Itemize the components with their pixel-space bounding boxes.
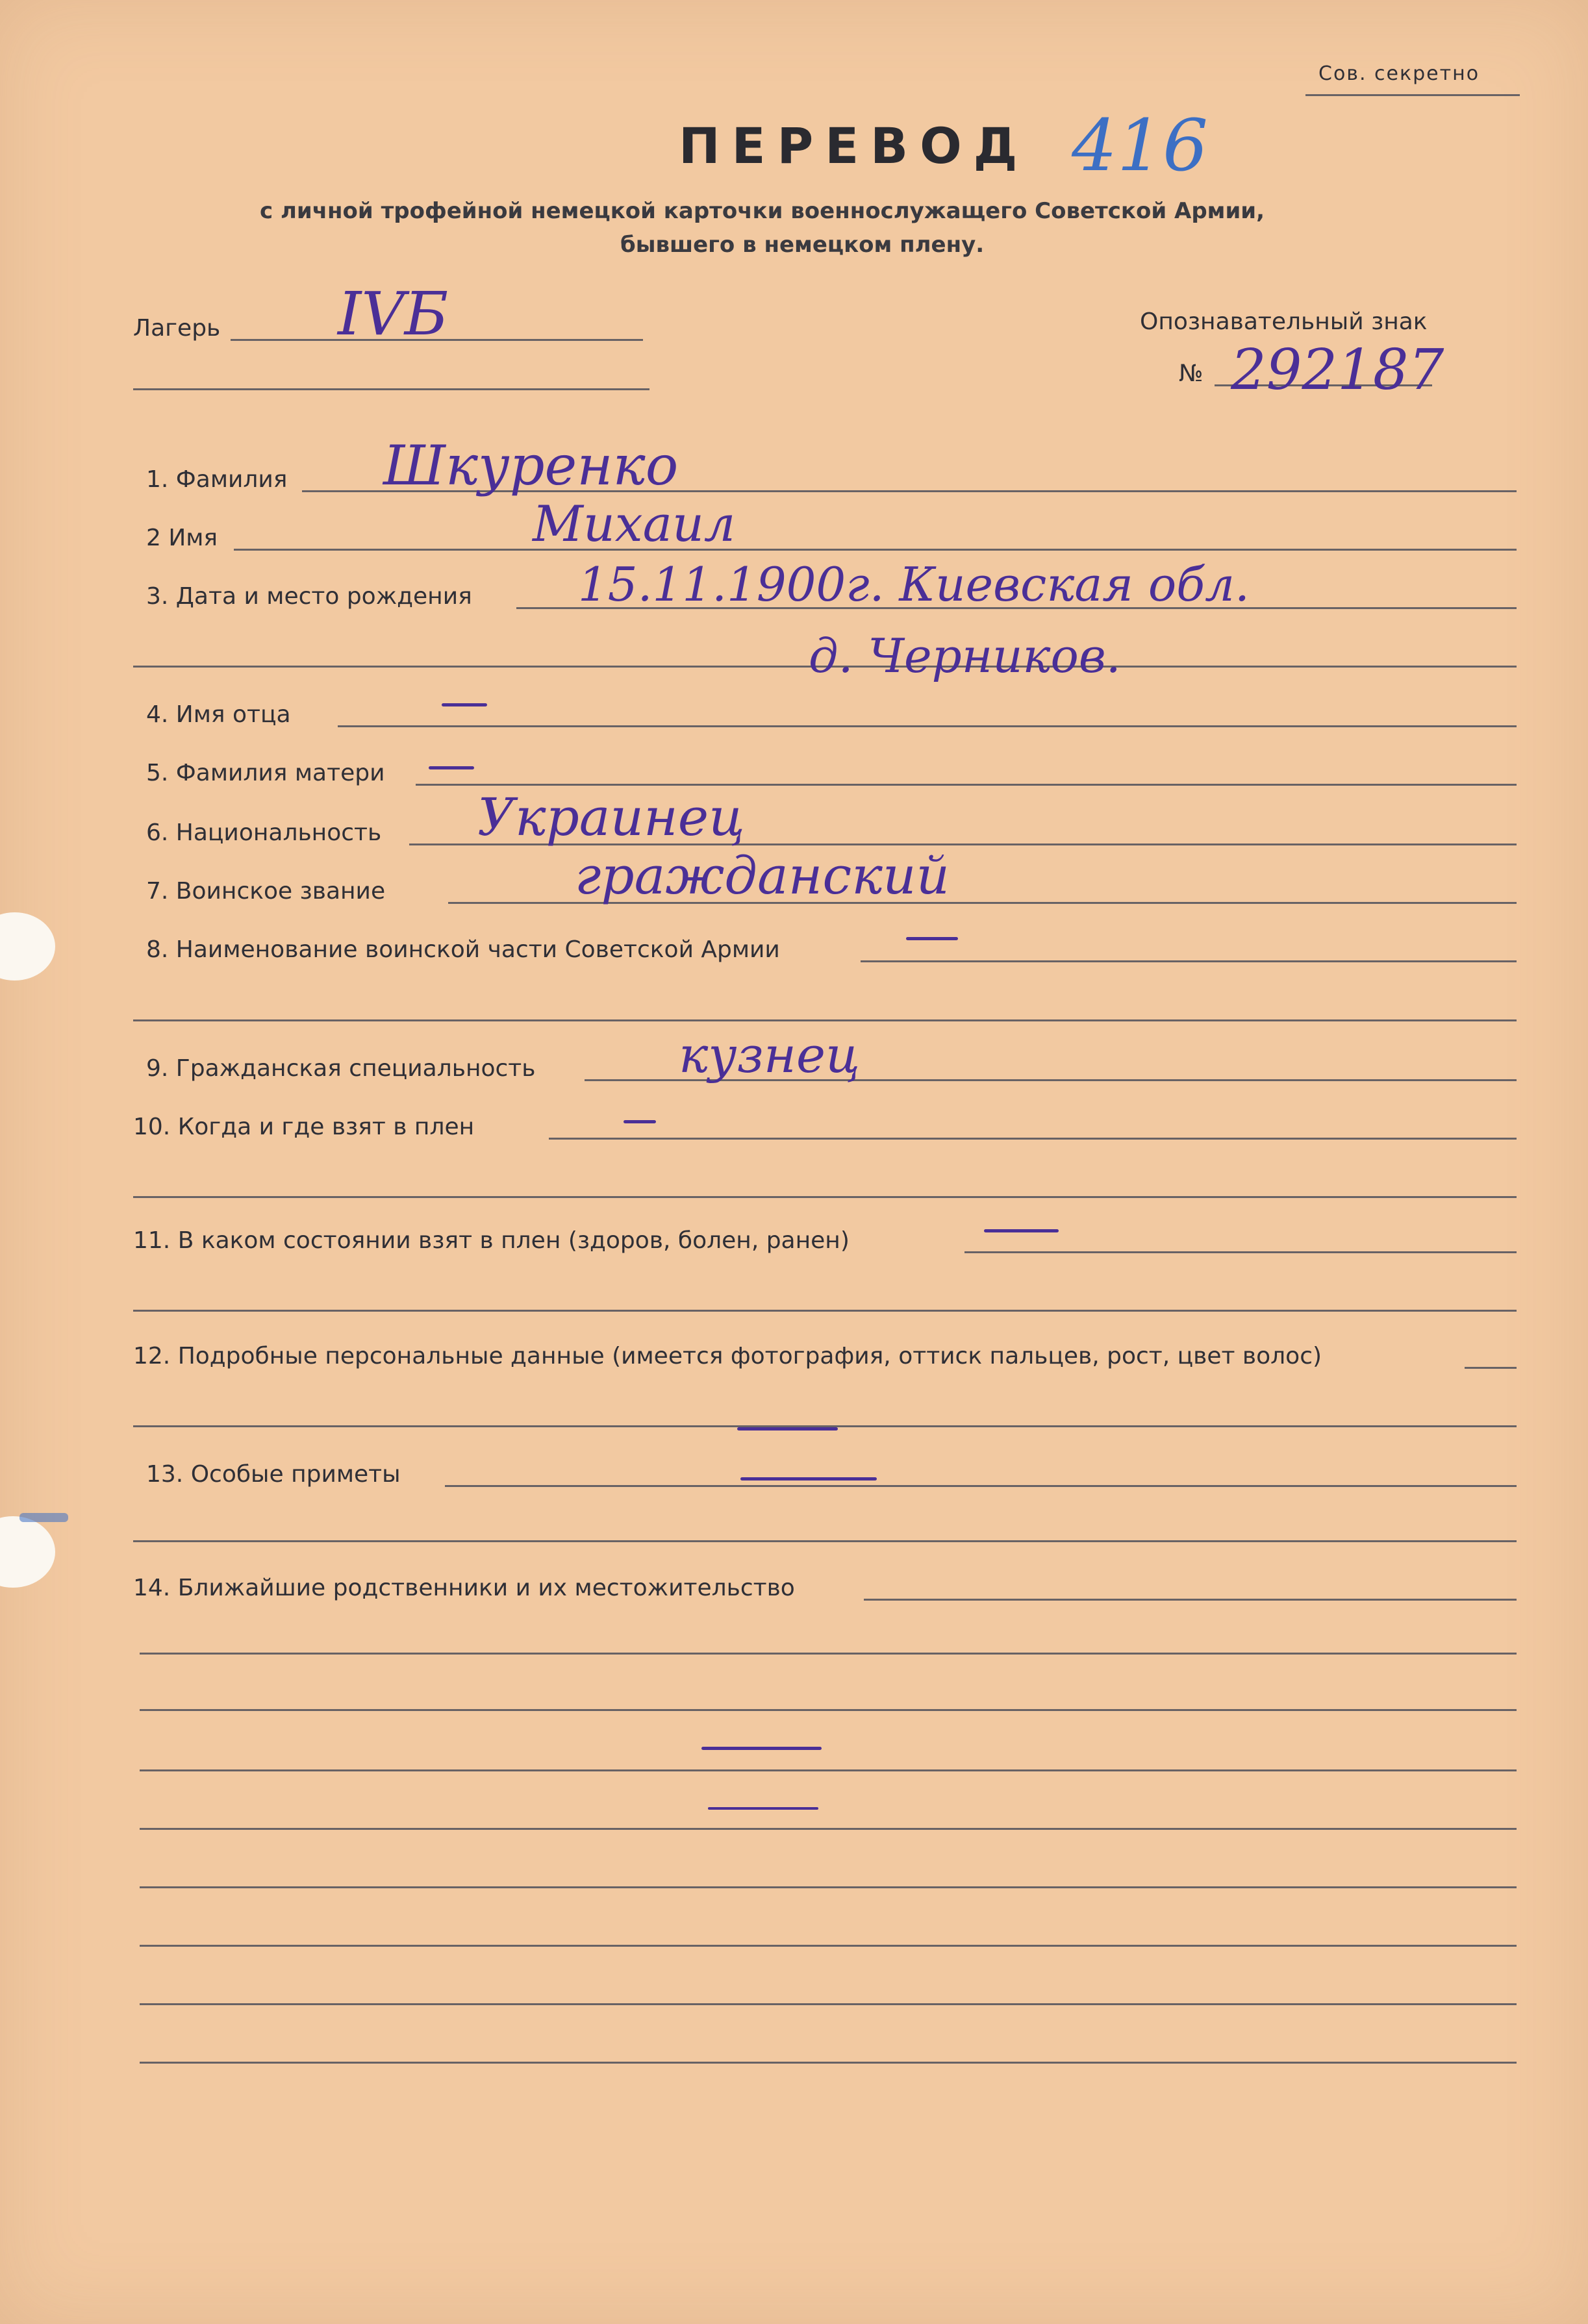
field-relatives-label: 14. Ближайшие родственники и их местожительство <box>133 1575 795 1601</box>
field-specialty-label: 9. Гражданская специальность <box>146 1055 536 1082</box>
field-unit-label: 8. Наименование воинской части Советской Армии <box>146 936 780 963</box>
field-rank-label: 7. Воинское звание <box>146 878 386 905</box>
field-nationality-label: 6. Национальность <box>146 819 382 846</box>
identity-tag-label: Опознавательный знак <box>1140 308 1428 335</box>
field-first-name-label: 2 Имя <box>146 525 218 551</box>
field-mother-surname-dash <box>429 766 474 769</box>
field-relatives-line-7 <box>140 1945 1517 1947</box>
field-special-marks-line-2 <box>133 1540 1517 1542</box>
classification-stamp: Сов. секретно <box>1318 62 1480 85</box>
field-relatives-line-3 <box>140 1709 1517 1711</box>
field-captured-dash <box>624 1120 656 1123</box>
page-title: ПЕРЕВОД <box>679 117 1029 175</box>
field-special-marks-label: 13. Особые приметы <box>146 1461 401 1488</box>
field-mother-surname-label: 5. Фамилия матери <box>146 760 385 786</box>
subtitle-line-1: с личной трофейной немецкой карточки военнослужащего Советской Армии, <box>260 198 1265 224</box>
punch-hole-top <box>0 912 55 981</box>
field-relatives-dash-2 <box>708 1807 818 1810</box>
field-relatives-line-9 <box>140 2062 1517 2064</box>
field-relatives-line-6 <box>140 1886 1517 1888</box>
field-personal-data-line <box>1465 1367 1517 1369</box>
field-first-name-line <box>234 549 1517 551</box>
identity-tag-number-prefix: № <box>1179 360 1204 387</box>
handwritten-file-number: 416 <box>1072 104 1208 187</box>
field-captured-label: 10. Когда и где взят в плен <box>133 1114 475 1140</box>
camp-value: IVБ <box>338 279 449 349</box>
field-relatives-line <box>864 1599 1517 1601</box>
field-surname-value: Шкуренко <box>383 434 679 497</box>
field-personal-data-dash <box>737 1427 838 1431</box>
field-father-name-label: 4. Имя отца <box>146 701 291 728</box>
field-captured-line <box>549 1138 1517 1140</box>
identity-tag-value: 292187 <box>1231 338 1444 403</box>
punch-hole-bottom <box>0 1516 55 1588</box>
field-rank-value: гражданский <box>575 845 950 906</box>
field-surname-label: 1. Фамилия <box>146 466 288 493</box>
field-special-marks-line <box>445 1485 1517 1487</box>
camp-line-2 <box>133 388 649 390</box>
field-condition-line-2 <box>133 1310 1517 1312</box>
field-captured-line-2 <box>133 1196 1517 1198</box>
classification-underline <box>1305 94 1520 96</box>
field-condition-line <box>964 1251 1517 1253</box>
field-birth-value: 15.11.1900г. Киевская обл. <box>578 557 1250 612</box>
field-relatives-line-5 <box>140 1828 1517 1830</box>
field-unit-dash <box>906 937 958 940</box>
field-relatives-line-8 <box>140 2003 1517 2005</box>
field-special-marks-dash <box>740 1477 877 1481</box>
camp-label: Лагерь <box>133 315 221 342</box>
field-condition-dash <box>984 1229 1059 1232</box>
field-father-name-line <box>338 725 1517 727</box>
field-relatives-line-2 <box>140 1653 1517 1655</box>
field-first-name-value: Михаил <box>533 495 736 553</box>
field-relatives-dash <box>701 1747 822 1750</box>
field-mother-surname-line <box>416 784 1517 786</box>
field-unit-line <box>861 960 1517 962</box>
field-unit-line-2 <box>133 1019 1517 1021</box>
field-condition-label: 11. В каком состоянии взят в плен (здоров, болен, ранен) <box>133 1227 850 1254</box>
ink-mark <box>19 1513 68 1522</box>
field-specialty-value: кузнец <box>679 1026 860 1084</box>
field-personal-data-label: 12. Подробные персональные данные (имеется фотография, оттиск пальцев, рост, цвет волос) <box>133 1343 1322 1369</box>
field-birth-label: 3. Дата и место рождения <box>146 583 472 610</box>
field-birth-value-line-2: д. Черников. <box>809 629 1121 683</box>
subtitle-line-2: бывшего в немецком плену. <box>620 232 985 258</box>
field-nationality-value: Украинец <box>477 787 745 847</box>
field-relatives-line-4 <box>140 1769 1517 1771</box>
field-father-name-dash <box>442 703 487 706</box>
